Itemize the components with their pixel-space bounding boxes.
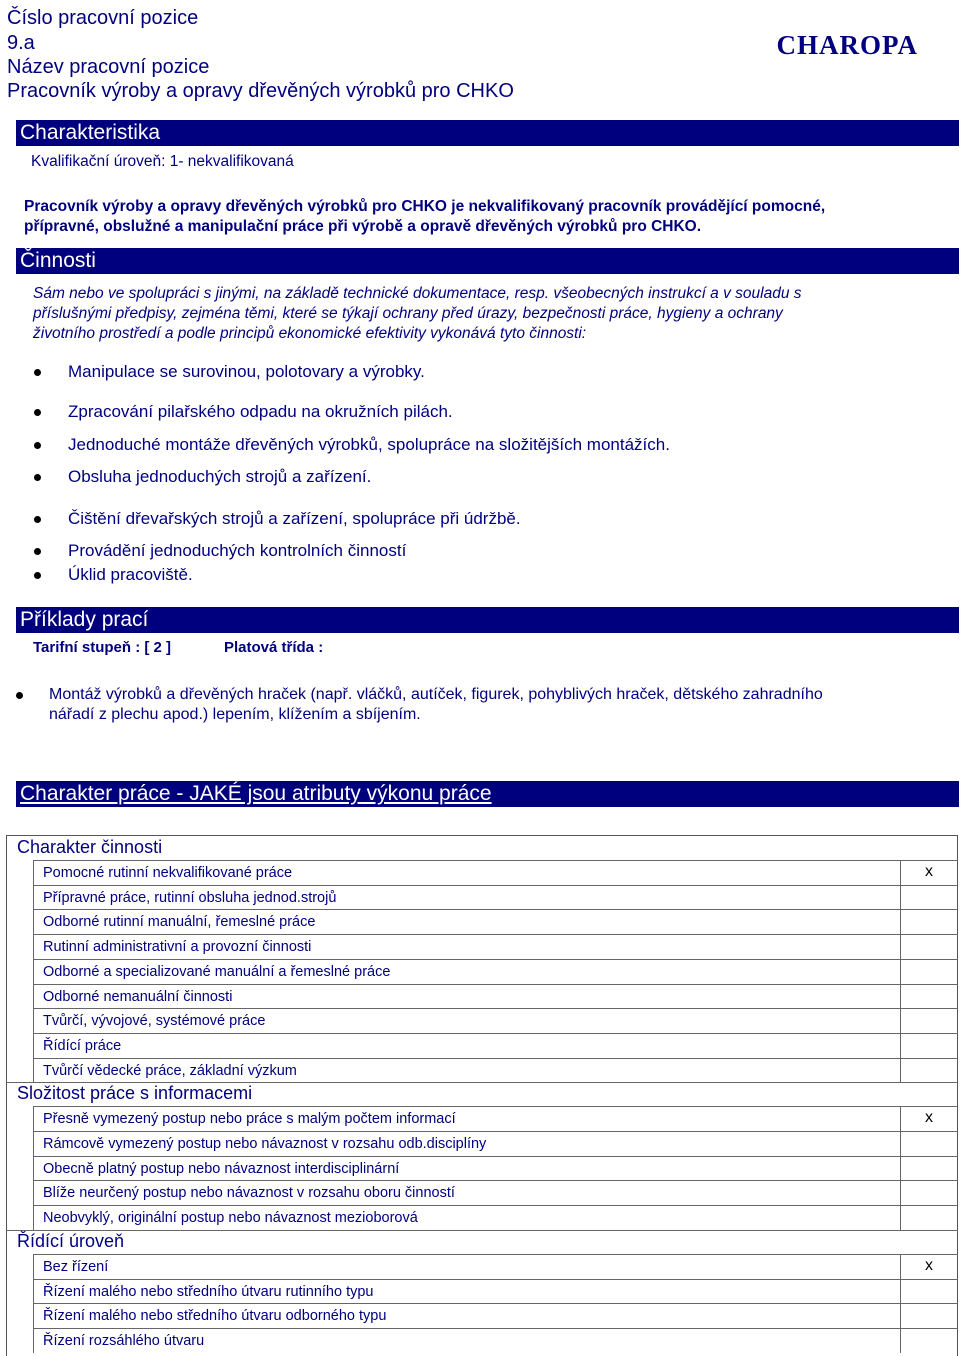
table-row-label: Rutinní administrativní a provozní činnosti <box>43 939 312 955</box>
table-row-label: Pomocné rutinní nekvalifikované práce <box>43 865 293 881</box>
table-row-label: Přesně vymezený postup nebo práce s malým počtem informací <box>43 1111 456 1127</box>
table-row-label: Tvůrčí vědecké práce, základní výzkum <box>43 1063 297 1079</box>
table-row-label: Tvůrčí, vývojové, systémové práce <box>43 1013 266 1029</box>
table-cell-divider <box>900 1328 901 1353</box>
table-row <box>33 1058 958 1083</box>
tarif-level: Tarifní stupeň : [ 2 ] <box>33 639 172 656</box>
table-row <box>33 1156 958 1181</box>
table-border-left <box>6 835 7 1356</box>
charopa-logo: CHAROPA <box>776 30 918 60</box>
table-row-label: Řízení malého nebo středního útvaru rutinního typu <box>43 1284 374 1300</box>
table-row-mark: x <box>925 1257 933 1274</box>
description-line-2: přípravné, obslužné a manipulační práce při výrobě a opravě dřevěných výrobků pro CHKO. <box>24 218 702 235</box>
table-cell-divider <box>900 1279 901 1304</box>
table-row <box>33 1205 958 1230</box>
section-bar-cinnosti: Činnosti <box>16 248 959 274</box>
table-row <box>33 959 958 984</box>
table-cell-divider <box>900 1205 901 1230</box>
table-cell-divider <box>900 1131 901 1156</box>
table-cell-divider <box>900 934 901 959</box>
table-cell-divider <box>900 909 901 934</box>
table-row-label: Řízení rozsáhlého útvaru <box>43 1333 205 1349</box>
table-row-mark: x <box>925 1109 933 1126</box>
table-row-label: Odborné nemanuální činnosti <box>43 989 233 1005</box>
position-name-value: Pracovník výroby a opravy dřevěných výrobků pro CHKO <box>7 80 514 102</box>
table-cell-divider <box>900 1156 901 1181</box>
section-bar-charakter-prace: Charakter práce - JAKÉ jsou atributy výkonu práce <box>16 781 959 807</box>
table-row-label: Blíže neurčený postup nebo návaznost v rozsahu oboru činností <box>43 1185 455 1201</box>
table-cell-divider <box>900 1180 901 1205</box>
table-row-label: Odborné a specializované manuální a řemeslné práce <box>43 964 391 980</box>
table-row <box>33 1033 958 1058</box>
table-section-title: Složitost práce s informacemi <box>17 1083 253 1104</box>
table-row-label: Rámcově vymezený postup nebo návaznost v rozsahu odb.disciplíny <box>43 1136 487 1152</box>
table-cell-divider <box>900 1008 901 1033</box>
table-row <box>33 909 958 934</box>
table-row <box>33 1328 958 1353</box>
table-section-divider <box>6 1230 958 1231</box>
table-row <box>33 934 958 959</box>
table-row-label: Neobvyklý, originální postup nebo návaznost mezioborová <box>43 1210 418 1226</box>
table-cell-divider <box>900 1033 901 1058</box>
table-row-label: Přípravné práce, rutinní obsluha jednod.strojů <box>43 890 337 906</box>
table-row-label: Řídící práce <box>43 1038 122 1054</box>
table-cell-divider <box>900 885 901 910</box>
section-bar-charakteristika: Charakteristika <box>16 120 959 146</box>
table-row <box>33 1131 958 1156</box>
position-number-label: Číslo pracovní pozice <box>7 7 199 29</box>
table-section-divider <box>6 1082 958 1083</box>
table-row <box>33 1180 958 1205</box>
cinnosti-intro-line-3: životního prostředí a podle principů ekonomické efektivity vykonává tyto činnosti: <box>33 325 587 342</box>
table-cell-divider <box>900 959 901 984</box>
table-row-label: Bez řízení <box>43 1259 109 1275</box>
qualification-level: Kvalifikační úroveň: 1- nekvalifikovaná <box>31 153 294 170</box>
cinnosti-intro-line-2: příslušnými předpisy, zejména těmi, které se týkají ochrany před úrazy, bezpečnosti práce, hygieny a ochrany <box>33 305 783 322</box>
table-row-label: Obecně platný postup nebo návaznost interdisciplinární <box>43 1161 400 1177</box>
example-item-line-2: nářadí z plechu apod.) lepením, klížením a sbíjením. <box>49 706 421 723</box>
pay-class: Platová třída : <box>224 639 324 656</box>
table-row <box>33 984 958 1009</box>
table-row <box>33 1303 958 1328</box>
table-row-mark: x <box>925 863 933 880</box>
table-section-title: Řídící úroveň <box>17 1230 125 1251</box>
table-row <box>33 885 958 910</box>
table-cell-divider <box>900 984 901 1009</box>
position-number-value: 9.a <box>7 32 35 54</box>
table-row <box>33 860 958 885</box>
table-row <box>33 1008 958 1033</box>
position-name-label: Název pracovní pozice <box>7 56 210 78</box>
table-row-label: Odborné rutinní manuální, řemeslné práce <box>43 914 316 930</box>
table-section-title: Charakter činnosti <box>17 837 163 857</box>
table-cell-divider <box>900 1303 901 1328</box>
table-row <box>33 1279 958 1304</box>
section-bar-priklady: Příklady prací <box>16 607 959 633</box>
table-row <box>33 1254 958 1279</box>
table-cell-divider <box>900 1058 901 1083</box>
table-row-label: Řízení malého nebo středního útvaru odborného typu <box>43 1308 387 1324</box>
cinnosti-intro-line-1: Sám nebo ve spolupráci s jinými, na základě technické dokumentace, resp. všeobecných instrukcí a v souladu s <box>33 285 802 302</box>
description-line-1: Pracovník výroby a opravy dřevěných výrobků pro CHKO je nekvalifikovaný pracovník provádějící pomocné, <box>24 198 826 215</box>
table-row <box>33 1106 958 1131</box>
